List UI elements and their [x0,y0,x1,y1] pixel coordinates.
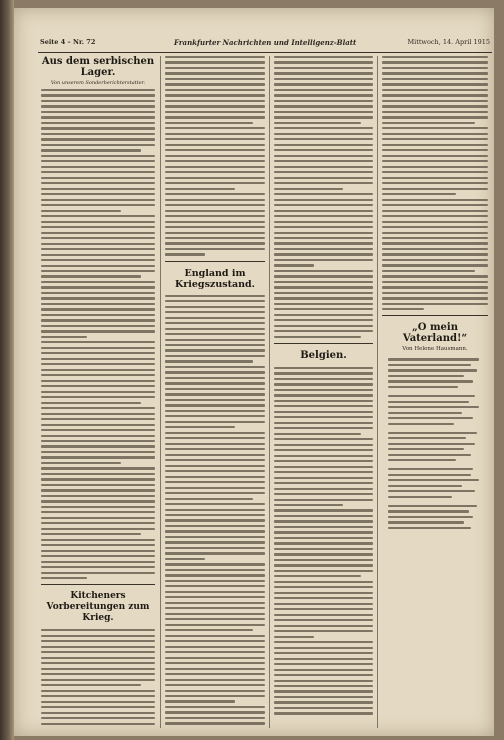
article-body [165,295,265,728]
page-header [14,38,494,52]
article-body [165,56,265,256]
article-body [41,89,155,579]
article-divider [41,584,155,585]
article-title: Belgien. [300,349,347,361]
header-page-number: Seite 4 – Nr. 72 [40,38,96,46]
poem-author: Von Helene Hausmann. [402,346,468,353]
newspaper-page [14,8,494,736]
article-body [274,56,373,338]
article-divider [274,343,373,344]
article-divider [382,315,488,316]
header-masthead: Frankfurter Nachrichten und Intelligenz-Blatt [174,38,357,47]
poem-body [382,358,488,529]
column-1 [41,56,155,728]
header-rule [38,52,492,53]
article-title: England im Kriegszustand. [175,267,255,290]
book-binding [0,0,14,740]
header-date: Mittwoch, 14. April 1915 [407,38,490,46]
column-2 [165,56,265,728]
article-title: Aus dem serbischen Lager. [41,56,155,78]
column-4 [382,56,488,728]
article-byline: Von unserem Sonderberichterstatter. [50,80,146,86]
column-separator [160,56,161,728]
article-title: Kitcheners Vorbereitungen zum Krieg. [46,591,150,624]
column-3 [274,56,373,728]
article-body [274,367,373,715]
column-separator [269,56,270,728]
poem-title: „O mein Vaterland!“ [402,322,468,345]
column-separator [377,56,378,728]
article-divider [165,261,265,262]
article-body [382,56,488,310]
article-body [41,629,155,728]
